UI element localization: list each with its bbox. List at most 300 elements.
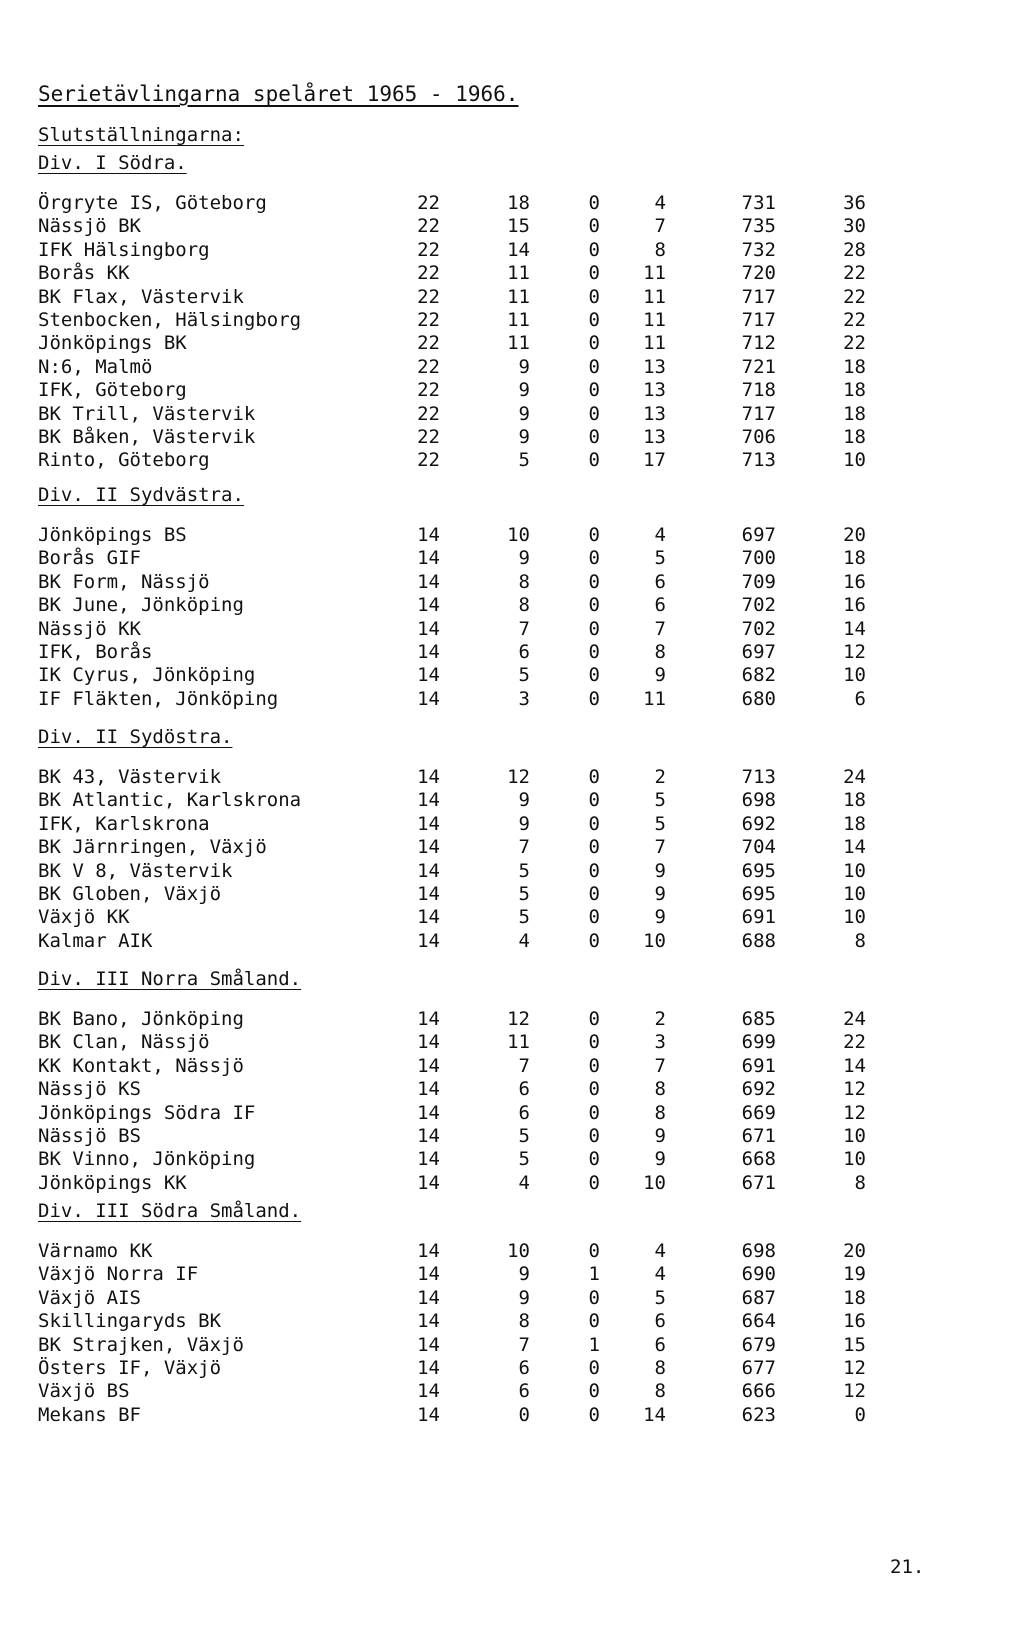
losses: 14	[643, 1403, 666, 1426]
draws: 0	[588, 929, 600, 952]
matches-played: 22	[417, 449, 440, 472]
table-row	[0, 906, 1024, 930]
score-value: 671	[741, 1125, 776, 1147]
points: 16	[843, 594, 866, 617]
draws: 0	[588, 570, 600, 593]
score-value: 717	[741, 285, 776, 308]
points: 8	[854, 1171, 866, 1194]
matches-played: 14	[417, 1310, 440, 1333]
team-name: Växjö Norra IF	[38, 1263, 199, 1286]
losses: 9	[654, 1148, 666, 1171]
team-name: IFK Hälsingborg	[38, 238, 210, 261]
wins: 9	[518, 355, 530, 378]
draws: 0	[588, 285, 600, 308]
team-name: Jönköpings KK	[38, 1171, 187, 1194]
score-value: 704	[741, 836, 776, 859]
draws: 0	[588, 617, 600, 640]
table-row	[0, 1240, 1024, 1264]
losses: 5	[654, 812, 666, 835]
team-name: BK June, Jönköping	[38, 594, 244, 617]
losses: 6	[654, 570, 666, 593]
score-value: 687	[741, 1286, 776, 1309]
matches-played: 14	[417, 1333, 440, 1356]
points: 14	[843, 617, 866, 640]
points: 12	[843, 1380, 866, 1403]
matches-played: 14	[417, 1031, 440, 1054]
losses: 4	[654, 1240, 666, 1262]
team-name: Östers IF, Växjö	[38, 1357, 222, 1379]
losses: 5	[654, 789, 666, 812]
score-value: 691	[741, 906, 776, 929]
team-name: Jönköpings Södra IF	[38, 1101, 256, 1124]
draws: 0	[588, 449, 600, 472]
draws: 0	[588, 547, 600, 570]
draws: 0	[588, 1125, 600, 1147]
page-subtitle: Slutställningarna:	[38, 124, 244, 146]
losses: 9	[654, 883, 666, 905]
wins: 8	[518, 1310, 530, 1333]
matches-played: 14	[417, 1403, 440, 1426]
score-value: 697	[741, 641, 776, 663]
score-value: 731	[741, 192, 776, 214]
wins: 9	[518, 379, 530, 402]
matches-played: 14	[417, 1101, 440, 1124]
matches-played: 14	[417, 1286, 440, 1309]
wins: 11	[507, 262, 530, 285]
points: 22	[843, 1031, 866, 1054]
table-row	[0, 1125, 1024, 1149]
table-row	[0, 309, 1024, 333]
losses: 10	[643, 1171, 666, 1194]
matches-played: 14	[417, 664, 440, 687]
points: 18	[843, 379, 866, 402]
wins: 5	[518, 883, 530, 905]
wins: 6	[518, 1078, 530, 1101]
score-value: 700	[741, 547, 776, 570]
team-name: IFK, Karlskrona	[38, 812, 210, 835]
table-row	[0, 1078, 1024, 1102]
points: 12	[843, 1357, 866, 1379]
draws: 0	[588, 1031, 600, 1054]
points: 10	[843, 883, 866, 905]
points: 18	[843, 1286, 866, 1309]
matches-played: 14	[417, 1148, 440, 1171]
team-name: KK Kontakt, Nässjö	[38, 1054, 244, 1077]
losses: 4	[654, 524, 666, 546]
team-name: Växjö BS	[38, 1380, 130, 1403]
score-value: 692	[741, 1078, 776, 1101]
draws: 0	[588, 1101, 600, 1124]
team-name: BK Flax, Västervik	[38, 285, 244, 308]
team-name: BK Trill, Västervik	[38, 402, 256, 425]
losses: 5	[654, 1286, 666, 1309]
team-name: BK Atlantic, Karlskrona	[38, 789, 302, 812]
draws: 0	[588, 238, 600, 261]
table-row	[0, 1310, 1024, 1334]
wins: 8	[518, 594, 530, 617]
draws: 1	[588, 1333, 600, 1356]
wins: 7	[518, 1333, 530, 1356]
table-row	[0, 1357, 1024, 1381]
matches-played: 22	[417, 238, 440, 261]
team-name: BK Bano, Jönköping	[38, 1008, 244, 1030]
table-row	[0, 1334, 1024, 1358]
score-value: 669	[741, 1101, 776, 1124]
points: 10	[843, 906, 866, 929]
draws: 0	[588, 906, 600, 929]
points: 18	[843, 355, 866, 378]
team-name: N:6, Malmö	[38, 355, 153, 378]
matches-played: 14	[417, 766, 440, 788]
table-row	[0, 1148, 1024, 1172]
score-value: 685	[741, 1008, 776, 1030]
matches-played: 22	[417, 285, 440, 308]
matches-played: 14	[417, 906, 440, 929]
wins: 5	[518, 859, 530, 882]
matches-played: 14	[417, 789, 440, 812]
score-value: 666	[741, 1380, 776, 1403]
wins: 7	[518, 836, 530, 859]
matches-played: 22	[417, 192, 440, 214]
matches-played: 14	[417, 1008, 440, 1030]
matches-played: 14	[417, 570, 440, 593]
draws: 0	[588, 1286, 600, 1309]
matches-played: 14	[417, 1078, 440, 1101]
points: 18	[843, 547, 866, 570]
wins: 10	[507, 524, 530, 546]
points: 36	[843, 192, 866, 214]
score-value: 690	[741, 1263, 776, 1286]
table-row	[0, 664, 1024, 688]
points: 12	[843, 1078, 866, 1101]
points: 22	[843, 285, 866, 308]
table-row	[0, 286, 1024, 310]
team-name: BK Clan, Nässjö	[38, 1031, 210, 1054]
draws: 0	[588, 262, 600, 285]
wins: 18	[507, 192, 530, 214]
wins: 9	[518, 402, 530, 425]
losses: 8	[654, 641, 666, 663]
wins: 6	[518, 1101, 530, 1124]
wins: 7	[518, 617, 530, 640]
losses: 5	[654, 547, 666, 570]
score-value: 720	[741, 262, 776, 285]
team-name: Rinto, Göteborg	[38, 449, 210, 472]
team-name: IF Fläkten, Jönköping	[38, 687, 279, 710]
points: 22	[843, 332, 866, 355]
table-row	[0, 1055, 1024, 1079]
losses: 17	[643, 449, 666, 472]
matches-played: 14	[417, 1054, 440, 1077]
wins: 3	[518, 687, 530, 710]
page-title: Serietävlingarna spelåret 1965 - 1966.	[38, 82, 519, 106]
team-name: BK Båken, Västervik	[38, 426, 256, 448]
draws: 0	[588, 1054, 600, 1077]
wins: 11	[507, 285, 530, 308]
matches-played: 22	[417, 402, 440, 425]
table-row	[0, 262, 1024, 286]
team-name: Kalmar AIK	[38, 929, 153, 952]
losses: 9	[654, 859, 666, 882]
losses: 4	[654, 192, 666, 214]
draws: 0	[588, 766, 600, 788]
score-value: 698	[741, 1240, 776, 1262]
score-value: 668	[741, 1148, 776, 1171]
team-name: BK Strajken, Växjö	[38, 1333, 244, 1356]
score-value: 702	[741, 594, 776, 617]
table-row	[0, 1102, 1024, 1126]
team-name: BK 43, Västervik	[38, 766, 222, 788]
score-value: 682	[741, 664, 776, 687]
table-row	[0, 641, 1024, 665]
table-row	[0, 1380, 1024, 1404]
losses: 13	[643, 402, 666, 425]
points: 15	[843, 1333, 866, 1356]
points: 19	[843, 1263, 866, 1286]
points: 22	[843, 309, 866, 331]
draws: 0	[588, 789, 600, 812]
points: 10	[843, 1148, 866, 1171]
wins: 6	[518, 641, 530, 663]
points: 12	[843, 1101, 866, 1124]
table-row	[0, 688, 1024, 712]
draws: 0	[588, 1240, 600, 1262]
table-row	[0, 356, 1024, 380]
team-name: IFK, Göteborg	[38, 379, 187, 402]
score-value: 717	[741, 309, 776, 331]
points: 22	[843, 262, 866, 285]
wins: 11	[507, 309, 530, 331]
team-name: Växjö AIS	[38, 1286, 141, 1309]
losses: 7	[654, 215, 666, 238]
score-value: 691	[741, 1054, 776, 1077]
points: 24	[843, 766, 866, 788]
losses: 7	[654, 1054, 666, 1077]
losses: 2	[654, 1008, 666, 1030]
table-row	[0, 1404, 1024, 1428]
points: 14	[843, 1054, 866, 1077]
wins: 9	[518, 547, 530, 570]
draws: 0	[588, 664, 600, 687]
score-value: 712	[741, 332, 776, 355]
losses: 11	[643, 687, 666, 710]
losses: 9	[654, 664, 666, 687]
score-value: 702	[741, 617, 776, 640]
wins: 9	[518, 812, 530, 835]
score-value: 677	[741, 1357, 776, 1379]
points: 14	[843, 836, 866, 859]
wins: 9	[518, 789, 530, 812]
table-row	[0, 1172, 1024, 1196]
draws: 0	[588, 215, 600, 238]
losses: 8	[654, 238, 666, 261]
table-row	[0, 426, 1024, 450]
division-title: Div. I Södra.	[38, 152, 187, 174]
points: 16	[843, 570, 866, 593]
table-row	[0, 379, 1024, 403]
matches-played: 14	[417, 687, 440, 710]
losses: 7	[654, 836, 666, 859]
points: 24	[843, 1008, 866, 1030]
table-row	[0, 1287, 1024, 1311]
matches-played: 14	[417, 1357, 440, 1379]
draws: 0	[588, 524, 600, 546]
table-row	[0, 618, 1024, 642]
wins: 7	[518, 1054, 530, 1077]
draws: 0	[588, 1310, 600, 1333]
table-row	[0, 1008, 1024, 1032]
table-row	[0, 836, 1024, 860]
draws: 0	[588, 859, 600, 882]
matches-played: 22	[417, 262, 440, 285]
losses: 13	[643, 355, 666, 378]
points: 20	[843, 524, 866, 546]
wins: 9	[518, 1286, 530, 1309]
losses: 8	[654, 1078, 666, 1101]
matches-played: 14	[417, 1263, 440, 1286]
wins: 15	[507, 215, 530, 238]
points: 10	[843, 859, 866, 882]
score-value: 713	[741, 449, 776, 472]
team-name: Borås GIF	[38, 547, 141, 570]
points: 10	[843, 449, 866, 472]
wins: 8	[518, 570, 530, 593]
losses: 8	[654, 1101, 666, 1124]
score-value: 680	[741, 687, 776, 710]
draws: 0	[588, 1078, 600, 1101]
score-value: 718	[741, 379, 776, 402]
team-name: Nässjö KK	[38, 617, 141, 640]
draws: 0	[588, 192, 600, 214]
points: 18	[843, 426, 866, 448]
draws: 0	[588, 426, 600, 448]
draws: 0	[588, 641, 600, 663]
losses: 10	[643, 929, 666, 952]
team-name: BK Vinno, Jönköping	[38, 1148, 256, 1171]
score-value: 709	[741, 570, 776, 593]
points: 16	[843, 1310, 866, 1333]
score-value: 623	[741, 1403, 776, 1426]
matches-played: 14	[417, 1171, 440, 1194]
matches-played: 22	[417, 379, 440, 402]
matches-played: 22	[417, 355, 440, 378]
score-value: 688	[741, 929, 776, 952]
losses: 11	[643, 332, 666, 355]
matches-played: 14	[417, 929, 440, 952]
draws: 0	[588, 1357, 600, 1379]
table-row	[0, 1263, 1024, 1287]
points: 28	[843, 238, 866, 261]
matches-played: 22	[417, 309, 440, 331]
points: 18	[843, 402, 866, 425]
table-row	[0, 215, 1024, 239]
team-name: Jönköpings BK	[38, 332, 187, 355]
score-value: 692	[741, 812, 776, 835]
team-name: Stenbocken, Hälsingborg	[38, 309, 302, 331]
table-row	[0, 860, 1024, 884]
team-name: Nässjö BS	[38, 1125, 141, 1147]
points: 20	[843, 1240, 866, 1262]
wins: 11	[507, 332, 530, 355]
table-row	[0, 524, 1024, 548]
team-name: Mekans BF	[38, 1403, 141, 1426]
points: 10	[843, 664, 866, 687]
points: 6	[854, 687, 866, 710]
table-row	[0, 789, 1024, 813]
draws: 0	[588, 402, 600, 425]
losses: 11	[643, 285, 666, 308]
wins: 5	[518, 1125, 530, 1147]
points: 18	[843, 812, 866, 835]
table-row	[0, 594, 1024, 618]
table-row	[0, 571, 1024, 595]
wins: 5	[518, 449, 530, 472]
matches-played: 14	[417, 883, 440, 905]
draws: 0	[588, 332, 600, 355]
table-row	[0, 813, 1024, 837]
score-value: 697	[741, 524, 776, 546]
points: 0	[854, 1403, 866, 1426]
points: 18	[843, 789, 866, 812]
team-name: IK Cyrus, Jönköping	[38, 664, 256, 687]
matches-played: 14	[417, 836, 440, 859]
draws: 0	[588, 836, 600, 859]
matches-played: 14	[417, 594, 440, 617]
team-name: Nässjö BK	[38, 215, 141, 238]
score-value: 695	[741, 883, 776, 905]
division-title: Div. III Norra Småland.	[38, 968, 302, 990]
draws: 0	[588, 1380, 600, 1403]
table-row	[0, 1031, 1024, 1055]
wins: 0	[518, 1403, 530, 1426]
table-row	[0, 192, 1024, 216]
table-row	[0, 766, 1024, 790]
table-row	[0, 930, 1024, 954]
losses: 13	[643, 379, 666, 402]
wins: 9	[518, 1263, 530, 1286]
draws: 0	[588, 379, 600, 402]
score-value: 671	[741, 1171, 776, 1194]
team-name: Borås KK	[38, 262, 130, 285]
losses: 11	[643, 262, 666, 285]
losses: 6	[654, 1310, 666, 1333]
team-name: Växjö KK	[38, 906, 130, 929]
draws: 0	[588, 1403, 600, 1426]
points: 10	[843, 1125, 866, 1147]
team-name: Skillingaryds BK	[38, 1310, 222, 1333]
score-value: 664	[741, 1310, 776, 1333]
table-row	[0, 449, 1024, 473]
wins: 5	[518, 1148, 530, 1171]
table-row	[0, 547, 1024, 571]
matches-played: 14	[417, 812, 440, 835]
team-name: Örgryte IS, Göteborg	[38, 192, 267, 214]
wins: 12	[507, 766, 530, 788]
matches-played: 22	[417, 426, 440, 448]
table-row	[0, 239, 1024, 263]
wins: 4	[518, 929, 530, 952]
division-title: Div. II Sydvästra.	[38, 484, 244, 506]
team-name: Jönköpings BS	[38, 524, 187, 546]
losses: 6	[654, 594, 666, 617]
score-value: 721	[741, 355, 776, 378]
division-title: Div. II Sydöstra.	[38, 726, 233, 748]
team-name: IFK, Borås	[38, 641, 153, 663]
score-value: 735	[741, 215, 776, 238]
score-value: 706	[741, 426, 776, 448]
wins: 10	[507, 1240, 530, 1262]
wins: 12	[507, 1008, 530, 1030]
